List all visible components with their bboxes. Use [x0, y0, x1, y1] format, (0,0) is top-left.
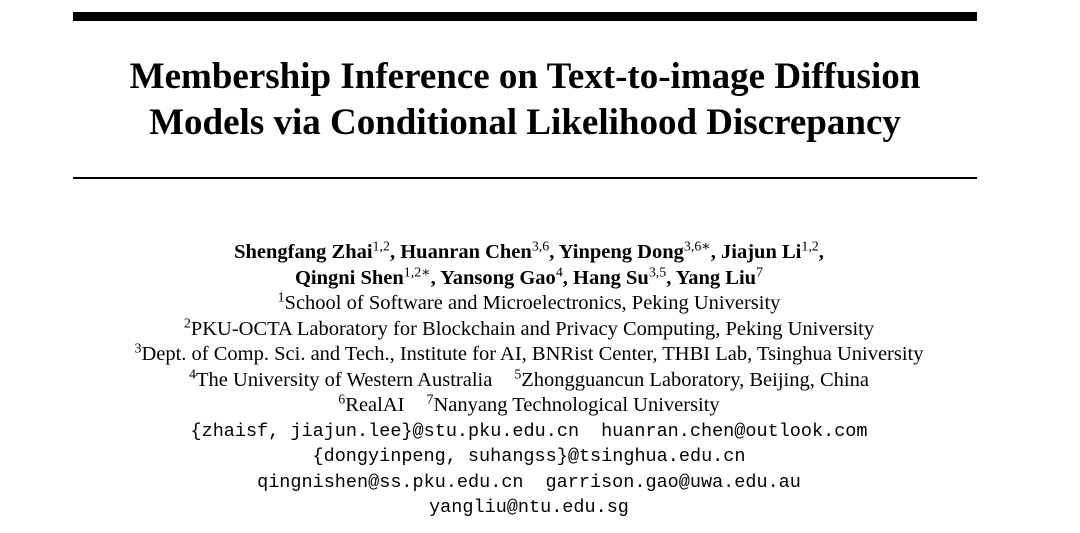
- affiliation-line-2: [0, 317, 1058, 343]
- affiliation-sup: 7: [426, 392, 434, 408]
- affiliation-sup: 3: [134, 341, 142, 357]
- author-name: Qingni Shen: [294, 266, 404, 289]
- author-line-2: [0, 266, 1058, 292]
- author-affil-sup: 3,5: [648, 264, 667, 280]
- author-name: Shengfang Zhai: [234, 241, 373, 263]
- author-separator: ,: [710, 241, 716, 263]
- email-address: huanran.chen@outlook.com: [601, 420, 868, 442]
- author-affil-sup: 7: [756, 264, 764, 280]
- author-block: [0, 240, 1058, 521]
- title-line-2: Models via Conditional Likelihood Discrepancy: [149, 102, 901, 143]
- affiliation-line-4: [0, 368, 1058, 394]
- email-line-1: [0, 419, 1058, 445]
- author-affil-sup: 1,2∗: [403, 264, 431, 280]
- email-address: {zhaisf, jiajun.lee}@stu.pku.edu.cn: [190, 420, 580, 442]
- author-name: Yinpeng Dong: [558, 241, 684, 263]
- author-name: Yansong Gao: [440, 266, 556, 289]
- bottom-rule: [73, 177, 977, 179]
- author-name: Jiajun Li: [721, 241, 802, 263]
- email-line-2: [0, 444, 1058, 470]
- author-line-1: [0, 240, 1058, 266]
- affiliation-sup: 5: [514, 366, 522, 382]
- affiliation-text: RealAI: [345, 394, 405, 416]
- email-address: qingnishen@ss.pku.edu.cn: [257, 471, 524, 493]
- author-separator: ,: [818, 241, 824, 263]
- author-separator: ,: [430, 266, 436, 289]
- author-separator: ,: [666, 266, 672, 289]
- email-address: garrison.gao@uwa.edu.au: [545, 471, 801, 493]
- author-affil-sup: 4: [555, 264, 563, 280]
- email-address: {dongyinpeng, suhangss}@tsinghua.edu.cn: [312, 446, 746, 467]
- affiliation-text: The University of Western Australia: [196, 368, 493, 391]
- author-separator: ,: [562, 266, 568, 289]
- email-address: yangliu@ntu.edu.sg: [429, 497, 629, 518]
- title-line-1: Membership Inference on Text-to-image Diffusion: [129, 56, 921, 97]
- paper-title: [0, 54, 1050, 146]
- author-name: Huanran Chen: [400, 241, 532, 263]
- affiliation-line-1: [0, 291, 1058, 317]
- affiliation-line-3: [0, 342, 1058, 368]
- email-line-3: [0, 470, 1058, 496]
- author-affil-sup: 3,6∗: [683, 239, 711, 255]
- affiliation-text: Dept. of Comp. Sci. and Tech., Institute for AI, BNRist Center, THBI Lab, Tsinghua University: [141, 343, 924, 365]
- affiliation-text: Zhongguancun Laboratory, Beijing, China: [521, 368, 869, 391]
- author-affil-sup: 3,6: [531, 239, 550, 255]
- affiliation-sup: 4: [189, 366, 197, 382]
- affiliation-text: School of Software and Microelectronics, Peking University: [284, 292, 781, 314]
- email-line-4: [0, 495, 1058, 521]
- author-separator: ,: [389, 241, 396, 263]
- author-affil-sup: 1,2: [801, 239, 819, 255]
- author-affil-sup: 1,2: [372, 239, 390, 255]
- affiliation-text: PKU-OCTA Laboratory for Blockchain and Privacy Computing, Peking University: [190, 317, 875, 340]
- affiliation-sup: 1: [277, 290, 285, 306]
- author-separator: ,: [549, 241, 555, 263]
- affiliation-text: Nanyang Technological University: [433, 394, 720, 416]
- author-name: Yang Liu: [675, 266, 757, 289]
- affiliation-sup: 6: [338, 392, 346, 408]
- affiliation-sup: 2: [183, 315, 191, 331]
- affiliation-line-5: [0, 393, 1058, 419]
- top-rule: [73, 12, 977, 21]
- author-name: Hang Su: [573, 266, 649, 289]
